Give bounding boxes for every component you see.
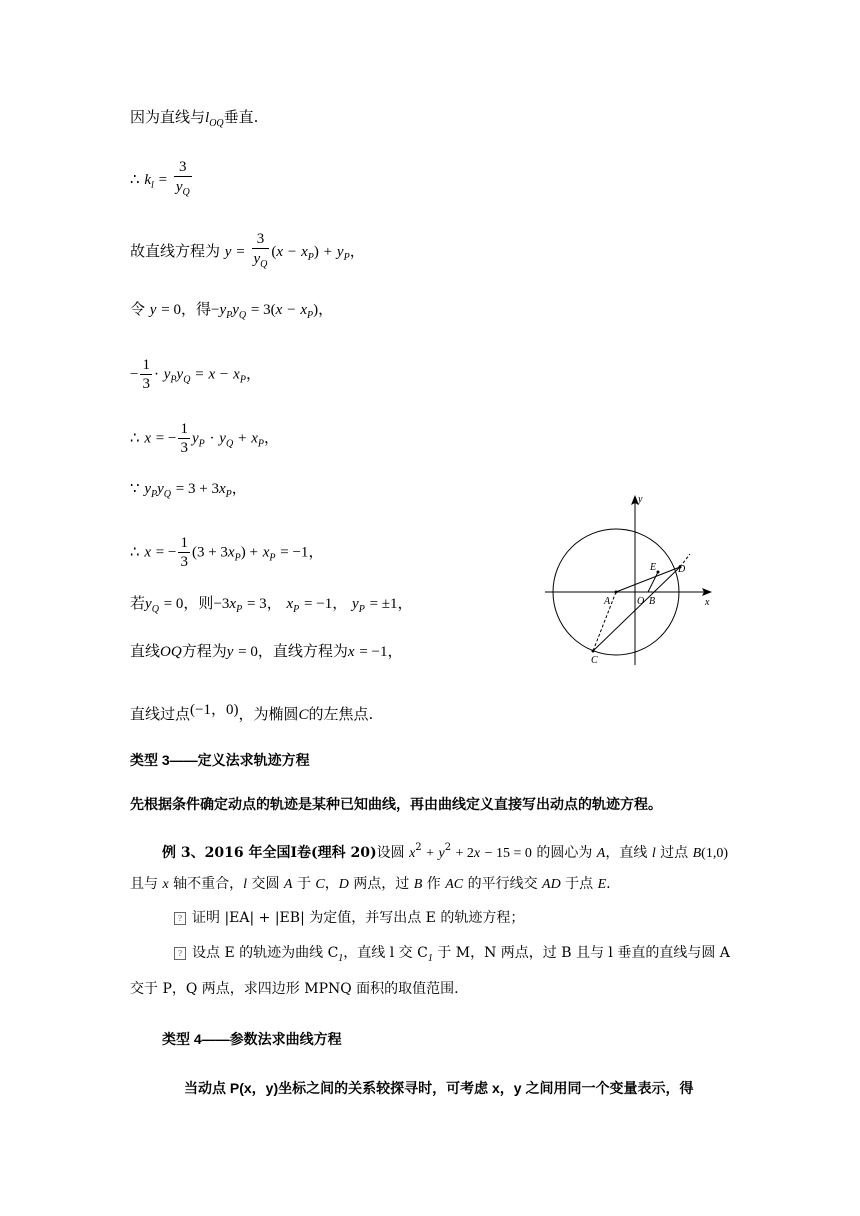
text-line-6: ∴ x = − $\frac{1}{3}$ $y_P \cdot y_Q + x_P$， [130,421,280,456]
section-3-summary: 先根据条件确定动点的轨迹是某种已知曲线，再由曲线定义直接写出动点的轨迹方程。 [130,796,662,812]
example-3-line-2: 且与 x 轴不重合，l 交圆 A 于 C，D 两点，过 B 作 AC 的平行线交 AD 于点 E. [130,876,611,892]
circle-figure [540,490,730,675]
text-line-1: 因为直线与$l_{OQ}$垂直. [130,108,259,129]
text-line-7: ∵ $y_Py_Q = 3 + 3x_P$， [130,479,247,500]
label-y: y [638,494,643,505]
example-3-part-2: ? 设点 E 的轨迹为曲线 $C_1$，直线 l 交 $C_1$ 于 M，N 两点，过 B 且与 l 垂直的直线与圆 A [174,943,730,969]
text-line-8: ∴ x = − $\frac{1}{3}$ $(3 + 3x_P) + x_P = -1$， [130,535,324,570]
text-line-10: 直线OQ方程为y = 0，直线方程为x = −1， [130,642,403,660]
point-e [657,571,660,574]
text-line-3: 故直线方程为 y = $\frac{3}{y_Q}$ $(x - x_P) + y_P$， [130,231,365,270]
label-e: E [650,562,657,573]
line-ad [616,567,680,592]
bullet-icon: ? [174,947,186,960]
label-d: D [678,564,686,575]
label-x: x [705,597,710,608]
label-a: A [604,596,611,607]
text-line-4: 令 y = 0，得$-y_Py_Q = 3(x - x_P)$， [130,300,334,321]
text-line-9: 若$y_Q = 0$，则$-3x_P = 3$， $x_P = -1$， $y_P = \pm 1$， [130,594,413,615]
text-line-5: − $\frac{1}{3}$ · $y_Py_Q = x - x_P$， [130,357,261,392]
point-c [592,650,595,653]
example-3-part-1: ? 证明 |EA| + |EB| 为定值，并写出点 E 的轨迹方程； [174,908,524,928]
example-3-part-2-cont: 交于 P，Q 两点，求四边形 MPNQ 面积的取值范围. [130,981,459,997]
section-4-heading: 类型 4——参数法求曲线方程 [162,1031,342,1047]
point-a [615,591,618,594]
bullet-icon: ? [174,912,186,925]
label-o: O [637,596,645,607]
label-b: B [649,596,656,607]
label-c: C [591,655,598,666]
example-3-line-1: 例 3、2016 年全国Ⅰ卷(理科 20)设圆 $x^2 + y^2 + 2x - 15 = 0$ 的圆心为 A，直线 l 过点 B(1,0) [162,842,728,861]
text-line-11: 直线过点(−1，0)，为椭圆C的左焦点. [130,702,374,723]
section-3-heading: 类型 3——定义法求轨迹方程 [130,752,310,768]
text-line-2: ∴ $k_l$ = $\frac{3}{y_Q}$ [130,159,190,198]
line-cd [593,567,680,651]
section-4-summary: 当动点 P(x，y)坐标之间的关系较探寻时，可考虑 x，y 之间用同一个变量表示，得 [184,1080,694,1096]
